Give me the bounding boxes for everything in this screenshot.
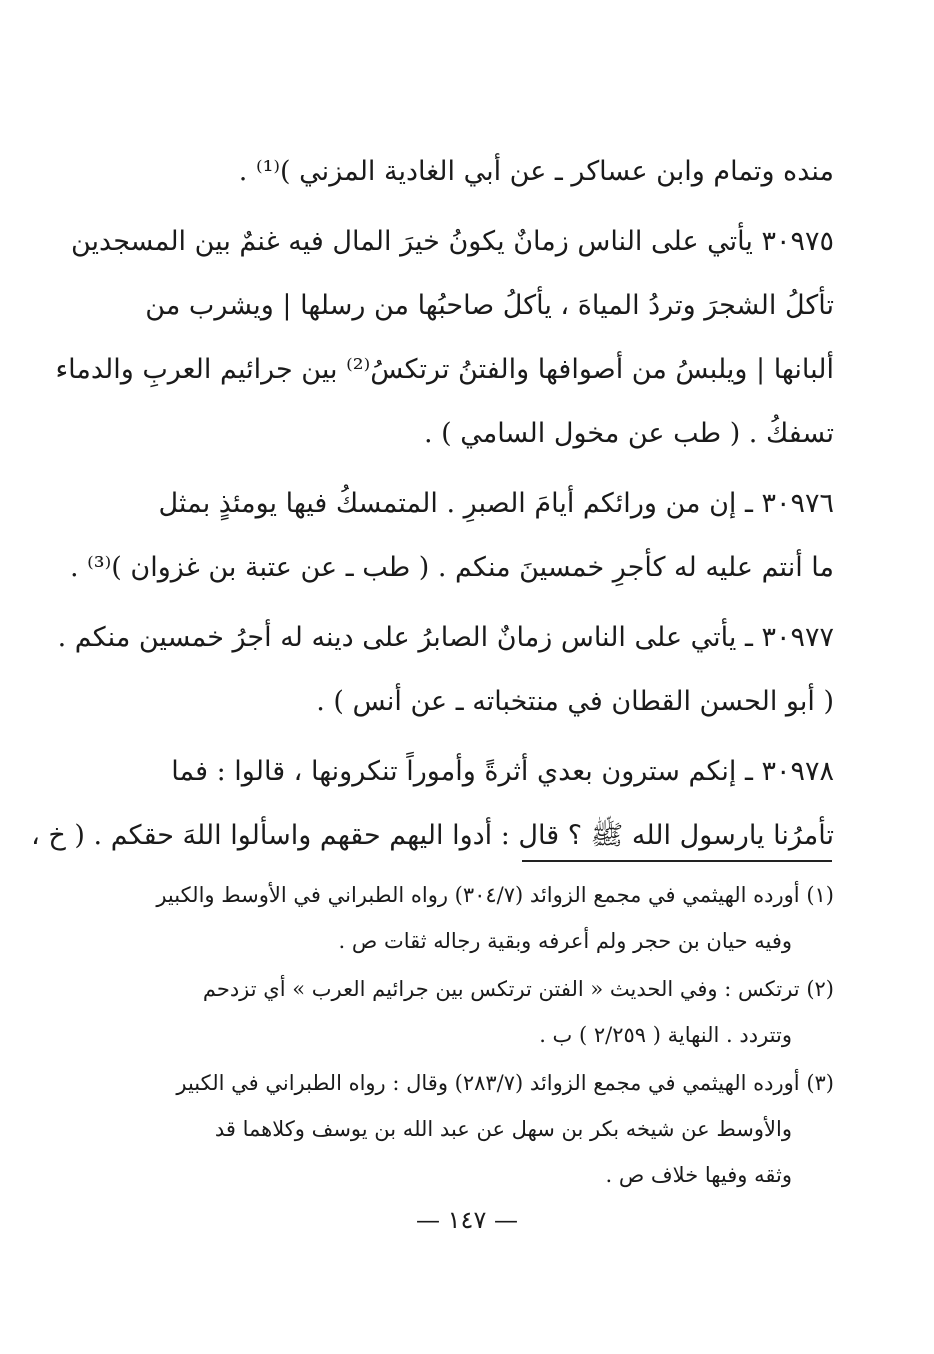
text-line: ما أنتم عليه له كأجرِ خمسينَ منكم . ( طب ـ عن عتبة بن غزوان )⁽³⁾ . xyxy=(70,552,834,583)
hadith-30975-line: ٣٠٩٧٥ يأتي على الناس زمانٌ يكونُ خيرَ المال فيه غنمٌ بين المسجدين xyxy=(70,226,834,257)
footnote-line: (١) أورده الهيثمي في مجمع الزوائد (٣٠٤/٧) رواه الطبراني في الأوسط والكبير xyxy=(156,883,834,907)
footnote-separator xyxy=(522,860,832,862)
hadith-30976-line: ٣٠٩٧٦ ـ إن من ورائكم أيامَ الصبرِ . المتمسكُ فيها يومئذٍ بمثل xyxy=(158,488,834,519)
footnote-line: (٣) أورده الهيثمي في مجمع الزوائد (٢٨٣/٧) وقال : رواه الطبراني في الكبير xyxy=(176,1071,834,1095)
text-line: تسفكُ . ( طب عن مخول السامي ) . xyxy=(423,418,834,449)
footnotes xyxy=(100,872,834,1200)
footnote-line: وثقه وفيها خلاف ص . xyxy=(605,1163,792,1187)
main-text xyxy=(31,140,834,868)
page-number: — ١٤٧ — xyxy=(416,1206,518,1234)
footnote-line: وتتردد . النهاية ( ٢/٢٥٩ ) ب . xyxy=(539,1023,792,1047)
footnote-line: والأوسط عن شيخه بكر بن سهل عن عبد الله بن يوسف وكلاهما قد xyxy=(214,1117,792,1141)
footnote-line: (٢) ترتكس : وفي الحديث « الفتن ترتكس بين جرائيم العرب » أي تزدحم xyxy=(202,977,834,1001)
text-line: ( أبو الحسن القطان في منتخباته ـ عن أنس ) . xyxy=(316,686,834,717)
text-line: تأكلُ الشجرَ وتردُ المياهَ ، يأكلُ صاحبُها من رسلها | ويشرب من xyxy=(145,290,834,321)
hadith-30978-line: ٣٠٩٧٨ ـ إنكم سترون بعدي أثرةً وأموراً تنكرونها ، قالوا : فما xyxy=(171,756,834,787)
footnote-3 xyxy=(100,1060,834,1198)
hadith-30977-line: ٣٠٩٧٧ ـ يأتي على الناس زمانٌ الصابرُ على دينه له أجرُ خمسين منكم . xyxy=(57,622,834,653)
text-line: ألبانها | ويلبسُ من أصوافها والفتنُ ترتكسُ⁽²⁾ بين جرائيم العربِ والدماء xyxy=(55,354,834,385)
text-line: تأمرُنا يارسول الله ﷺ ؟ قال : أدوا اليهم حقهم واسألوا اللهَ حقكم . ( خ ، xyxy=(31,820,834,851)
footnote-line: وفيه حيان بن حجر ولم أعرفه وبقية رجاله ثقات ص . xyxy=(338,929,792,953)
text-line: منده وتمام وابن عساكر ـ عن أبي الغادية المزني )⁽¹⁾ . xyxy=(238,156,834,187)
footnote-1 xyxy=(100,872,834,964)
footnote-2 xyxy=(100,966,834,1058)
